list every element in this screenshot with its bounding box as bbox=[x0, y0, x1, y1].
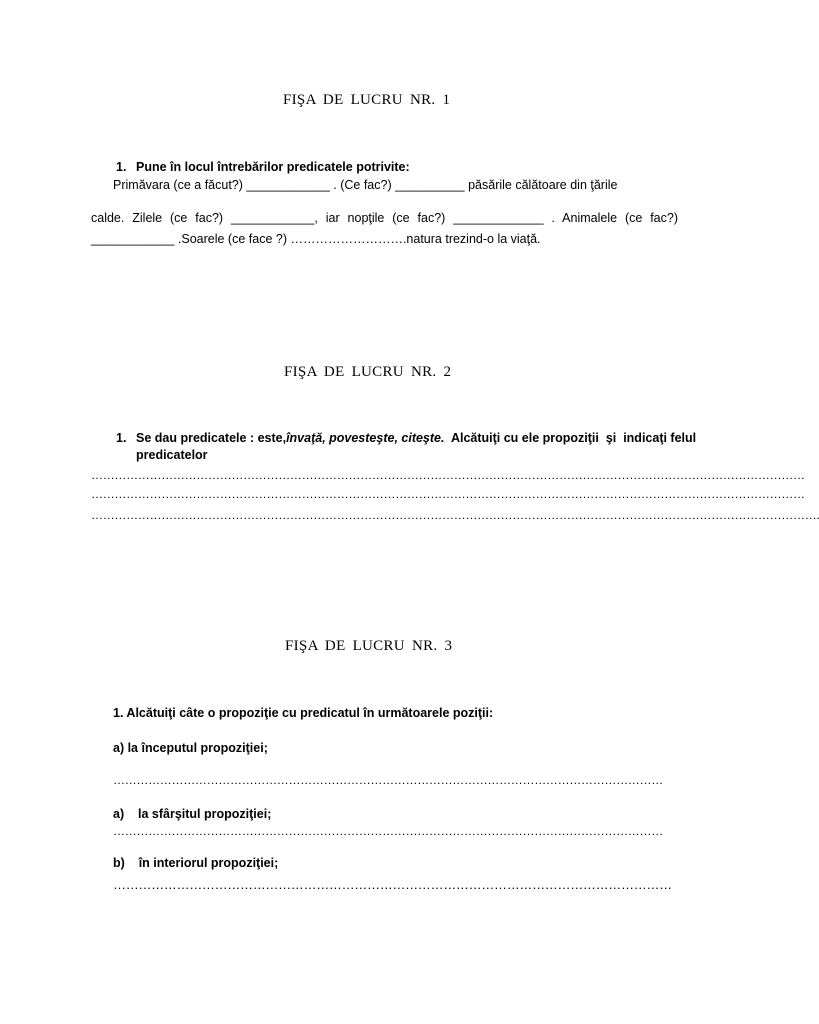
sheet2-task-number: 1. bbox=[116, 431, 127, 445]
sheet2-answer-line-1[interactable]: ………………………………………………………………………………………………………………………………………………………………… bbox=[91, 468, 805, 482]
sheet1-line-1: Primăvara (ce a făcut?) ____________ . (Ce fac?) __________ păsările călătoare din ţările bbox=[113, 178, 618, 192]
sheet3-item-a2-answer[interactable]: …………………………………………………………………………………………………………………………… bbox=[113, 824, 663, 838]
sheet1-line-2: calde. Zilele (ce fac?) ____________, iar nopţile (ce fac?) _____________ . Animalele (ce fac?) bbox=[91, 211, 678, 225]
sheet1-task-title: Pune în locul întrebărilor predicatele potrivite: bbox=[136, 160, 410, 174]
sheet3-item-a-label: a) la începutul propoziţiei; bbox=[113, 741, 268, 755]
sheet2-task-line2: predicatelor bbox=[136, 448, 208, 462]
sheet1-task-number: 1. bbox=[116, 160, 127, 174]
sheet2-task-suffix: Alcătuiţi cu ele propoziţii şi indicaţi felul bbox=[444, 431, 697, 445]
sheet2-task-prefix: Se dau predicatele : este, bbox=[136, 431, 287, 445]
sheet1-line-3: ____________ .Soarele (ce face ?) ……………………….natura trezind-o la viaţă. bbox=[91, 232, 541, 246]
sheet3-item-b-answer[interactable]: …………………………………………………………………………………………………………………… bbox=[113, 877, 672, 892]
sheet3-title: FIŞA DE LUCRU NR. 3 bbox=[285, 638, 453, 654]
sheet2-answer-line-3[interactable]: ……………………………………………………………………………………………………………………………………………………………………. bbox=[91, 508, 819, 522]
sheet3-item-a2-label: a) la sfârşitul propoziţiei; bbox=[113, 807, 272, 821]
sheet3-item-b-label: b) în interiorul propoziţiei; bbox=[113, 856, 279, 870]
sheet2-task-predicates: învaţă, povesteşte, citeşte. bbox=[286, 431, 445, 445]
sheet3-task: 1. Alcătuiţi câte o propoziţie cu predicatul în următoarele poziţii: bbox=[113, 706, 494, 720]
sheet2-task-text bbox=[136, 431, 696, 445]
sheet2-title: FIŞA DE LUCRU NR. 2 bbox=[284, 364, 452, 380]
sheet3-item-a-answer[interactable]: …………………………………………………………………………………………………………………………… bbox=[113, 773, 663, 787]
sheet1-title: FIŞA DE LUCRU NR. 1 bbox=[283, 92, 451, 108]
sheet2-answer-line-2[interactable]: ………………………………………………………………………………………………………………………………………………………………… bbox=[91, 487, 805, 501]
